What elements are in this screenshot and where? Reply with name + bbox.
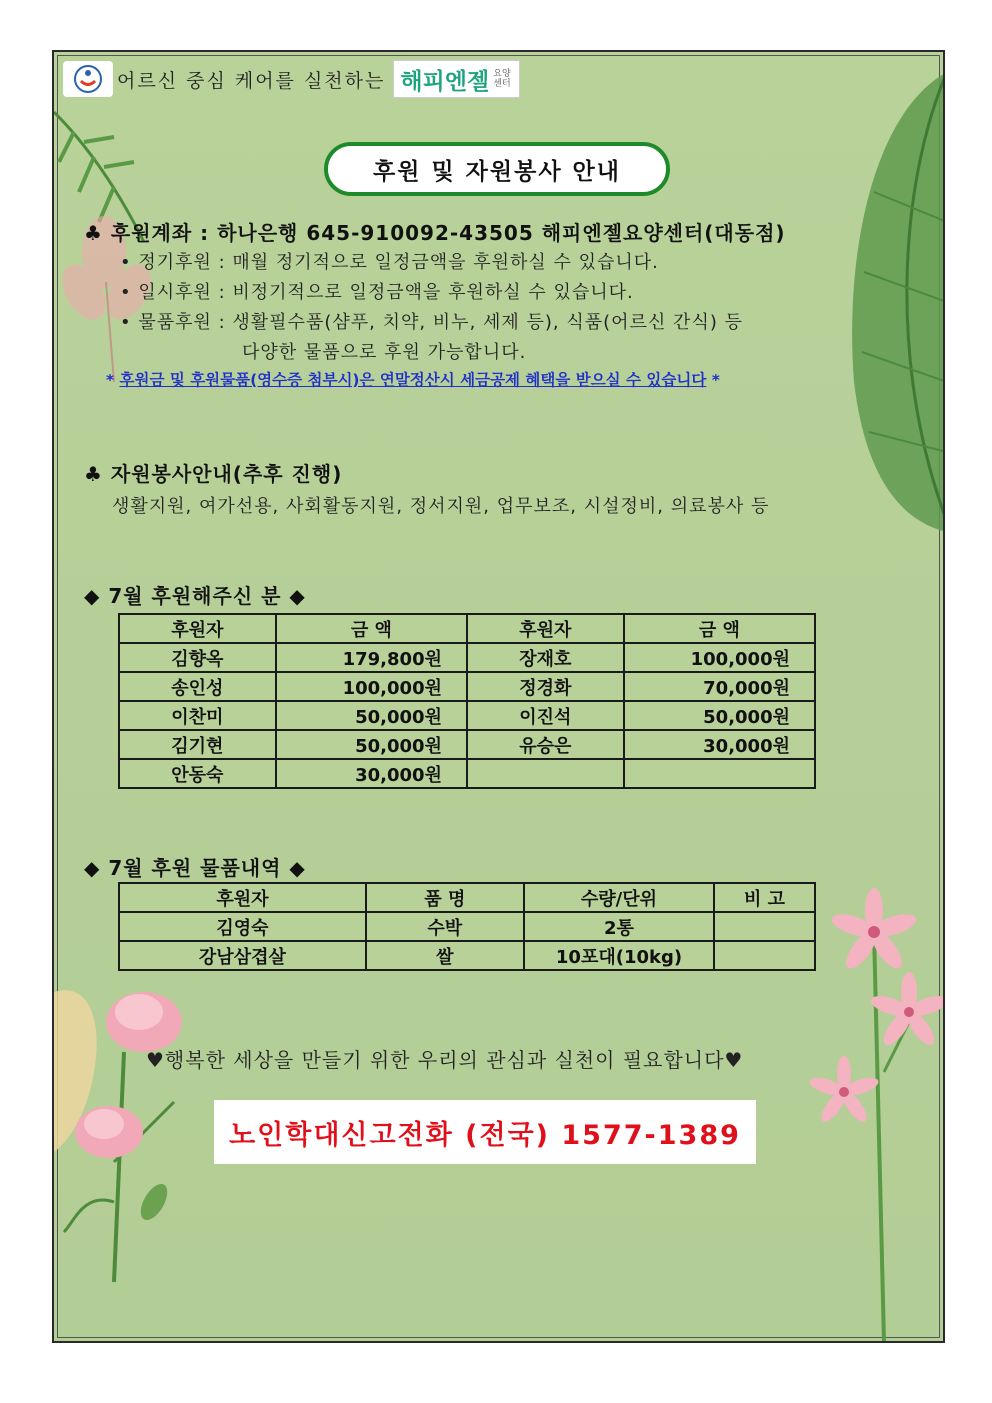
goods-quantity: 2통: [524, 912, 714, 941]
page-title: 후원 및 자원봉사 안내: [324, 142, 670, 196]
goods-quantity: 10포대(10kg): [524, 941, 714, 970]
donor-amount: 30,000원: [624, 730, 815, 759]
closing-message: ♥행복한 세상을 만들기 위한 우리의 관심과 실천이 필요합니다♥: [146, 1048, 744, 1072]
donor-amount: 179,800원: [276, 643, 467, 672]
volunteer-body: 생활지원, 여가선용, 사회활동지원, 정서지원, 업무보조, 시설정비, 의료봉사 등: [112, 496, 770, 517]
donor-name: 김기현: [119, 730, 276, 759]
brand-logo: [393, 60, 520, 98]
column-header: 수량/단위: [524, 883, 714, 912]
donor-amount: [624, 759, 815, 788]
donor-amount: 50,000원: [624, 701, 815, 730]
column-header: 품 명: [366, 883, 524, 912]
donation-item: • 일시후원 : 비정기적으로 일정금액을 후원하실 수 있습니다.: [120, 282, 634, 303]
center-logo: [63, 61, 113, 97]
donor-name: 송인성: [119, 672, 276, 701]
donor-amount: 70,000원: [624, 672, 815, 701]
tax-note: [106, 368, 720, 390]
goods-heading: ◆ 7월 후원 물품내역 ◆: [84, 856, 306, 880]
column-header: 금 액: [276, 614, 467, 643]
donor-amount: 100,000원: [276, 672, 467, 701]
donor-name: 정경화: [467, 672, 624, 701]
donor-name: 이찬미: [119, 701, 276, 730]
hotline-banner: 노인학대신고전화 (전국) 1577-1389: [214, 1100, 756, 1164]
table-row: [119, 912, 815, 941]
donation-item: 다양한 물품으로 후원 가능합니다.: [242, 342, 527, 363]
donation-item: • 물품후원 : 생활필수품(샴푸, 치약, 비누, 세제 등), 식품(어르신 간식) 등: [120, 312, 743, 333]
smile-logo-icon: [71, 64, 105, 94]
goods-remark: [714, 912, 815, 941]
goods-item: 쌀: [366, 941, 524, 970]
donation-item: • 정기후원 : 매월 정기적으로 일정금액을 후원하실 수 있습니다.: [120, 252, 659, 273]
donor-name: 김향옥: [119, 643, 276, 672]
table-row: [119, 941, 815, 970]
donors-heading: ◆ 7월 후원해주신 분 ◆: [84, 584, 306, 608]
column-header: 후원자: [119, 614, 276, 643]
table-header-row: [119, 614, 815, 643]
table-row: [119, 759, 815, 788]
donor-name: 장재호: [467, 643, 624, 672]
donor-amount: 50,000원: [276, 701, 467, 730]
donor-amount: 30,000원: [276, 759, 467, 788]
column-header: 후원자: [119, 883, 366, 912]
donor-name: 안동숙: [119, 759, 276, 788]
donor-name: 유승은: [467, 730, 624, 759]
column-header: 비 고: [714, 883, 815, 912]
note-star: *: [106, 371, 115, 389]
column-header: 후원자: [467, 614, 624, 643]
goods-table: [118, 882, 816, 971]
column-header: 금 액: [624, 614, 815, 643]
donor-amount: 50,000원: [276, 730, 467, 759]
tax-note-text: 후원금 및 후원물품(영수증 첨부시)은 연말정산시 세금공제 혜택을 받으실 수 있습니다: [119, 371, 707, 389]
donor-name: 이진석: [467, 701, 624, 730]
goods-remark: [714, 941, 815, 970]
goods-donor: 강남삼겹살: [119, 941, 366, 970]
table-row: [119, 643, 815, 672]
brand-name: 해피엔젤: [400, 68, 490, 95]
page-frame: [52, 50, 945, 1343]
goods-item: 수박: [366, 912, 524, 941]
volunteer-heading: ♣ 자원봉사안내(추후 진행): [84, 462, 343, 486]
header-bar: [63, 60, 520, 98]
donors-table: [118, 613, 816, 789]
tagline: 어르신 중심 케어를 실천하는: [117, 69, 386, 92]
donor-amount: 100,000원: [624, 643, 815, 672]
table-row: [119, 701, 815, 730]
note-star: *: [711, 371, 720, 389]
goods-donor: 김영숙: [119, 912, 366, 941]
donation-heading: ♣ 후원계좌 : 하나은행 645-910092-43505 해피엔젤요양센터(대동점): [84, 221, 786, 245]
table-header-row: [119, 883, 815, 912]
table-row: [119, 672, 815, 701]
brand-sub: 요양센터: [493, 69, 511, 89]
table-row: [119, 730, 815, 759]
donor-name: [467, 759, 624, 788]
